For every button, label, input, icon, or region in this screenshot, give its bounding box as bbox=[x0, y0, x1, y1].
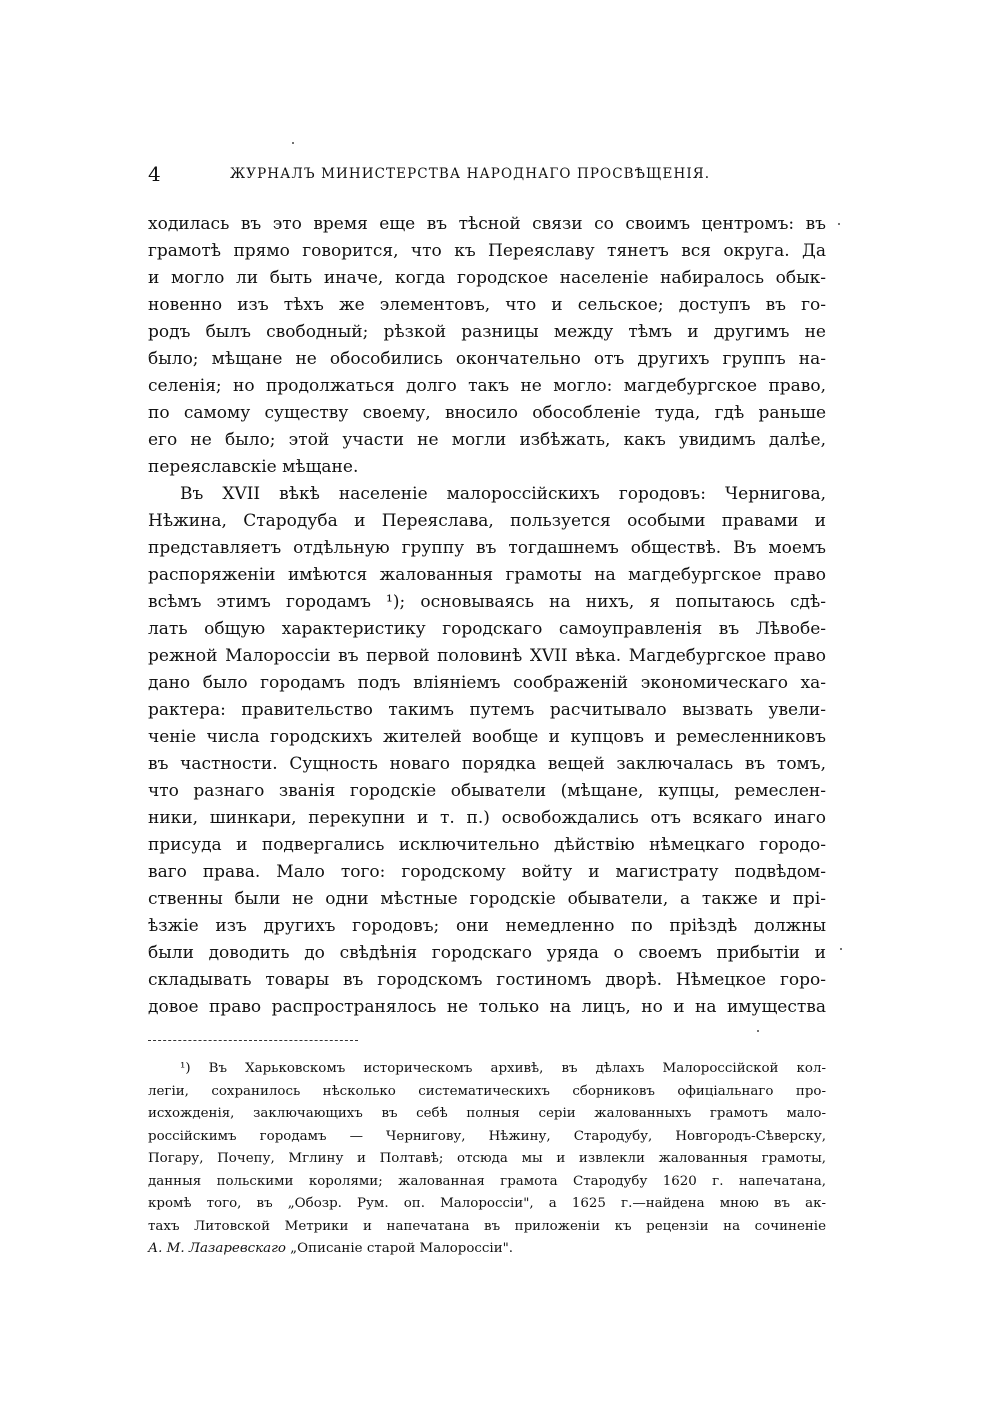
print-speck bbox=[757, 1030, 759, 1032]
main-text bbox=[148, 211, 826, 1021]
text-line: родъ былъ свободный; рѣзкой разницы между тѣмъ и другимъ не bbox=[148, 322, 826, 342]
text-line: въ частности. Сущность новаго порядка вещей заключалась въ томъ, bbox=[148, 754, 826, 774]
text-line: режной Малороссіи въ первой половинѣ XVII вѣка. Магдебургское право bbox=[148, 646, 826, 666]
footnote bbox=[148, 1058, 826, 1261]
text-line: присуда и подвергались исключительно дѣйствію нѣмецкаго городо- bbox=[148, 835, 826, 855]
text-line: селенія; но продолжаться долго такъ не могло: магдебургское право, bbox=[148, 376, 826, 396]
footnote-line: кромѣ того, въ „Обозр. Рум. оп. Малороссіи", а 1625 г.—найдена мною въ ак- bbox=[148, 1196, 826, 1211]
text-line: было; мѣщане не обособились окончательно отъ другихъ группъ на- bbox=[148, 349, 826, 369]
text-line: лать общую характеристику городскаго самоуправленія въ Лѣвобе- bbox=[148, 619, 826, 639]
print-speck bbox=[838, 223, 840, 225]
text-line: его не было; этой участи не могли избѣжать, какъ увидимъ далѣе, bbox=[148, 430, 826, 450]
text-line: ѣзжіе изъ другихъ городовъ; они немедленно по пріѣздѣ должны bbox=[148, 916, 826, 936]
text-line: переяславскіе мѣщане. bbox=[148, 457, 359, 477]
text-line: и могло ли быть иначе, когда городское населеніе набиралось обык- bbox=[148, 268, 826, 288]
footnote-line bbox=[148, 1238, 826, 1261]
text-line: складывать товары въ городскомъ гостиномъ дворѣ. Нѣмецкое горо- bbox=[148, 970, 826, 990]
paragraph-start-line: Въ XVII вѣкѣ населеніе малороссійскихъ городовъ: Чернигова, bbox=[180, 484, 826, 504]
text-line: грамотѣ прямо говорится, что къ Переяславу тянетъ вся округа. Да bbox=[148, 241, 826, 261]
footnote-line: данныя польскими королями; жалованная грамота Стародубу 1620 г. напечатана, bbox=[148, 1173, 826, 1189]
text-line: что разнаго званія городскіе обыватели (мѣщане, купцы, ремеслен- bbox=[148, 781, 826, 801]
text-line: ственны были не одни мѣстные городскіе обыватели, а также и прі- bbox=[148, 889, 826, 909]
text-line: ходилась въ это время еще въ тѣсной связи со своимъ центромъ: въ bbox=[148, 214, 826, 234]
page-number: 4 bbox=[148, 162, 161, 186]
text-line: дано было городамъ подъ вліяніемъ соображеній экономическаго ха- bbox=[148, 673, 826, 693]
text-line: распоряженіи имѣются жалованныя грамоты на магдебургское право bbox=[148, 565, 826, 585]
text-line: новенно изъ тѣхъ же элементовъ, что и сельское; доступъ въ го- bbox=[148, 295, 826, 315]
footnote-line: ¹) Въ Харьковскомъ историческомъ архивѣ, въ дѣлахъ Малороссійской кол- bbox=[180, 1061, 826, 1076]
footnote-line: легіи, сохранилось нѣсколько систематическихъ сборниковъ офиціальнаго про- bbox=[148, 1083, 826, 1099]
print-speck bbox=[840, 948, 842, 950]
text-line: ченіе числа городскихъ жителей вообще и купцовъ и ремесленниковъ bbox=[148, 727, 826, 747]
footnote-line: исхожденія, заключающихъ въ себѣ полныя серіи жалованныхъ грамотъ мало- bbox=[148, 1106, 826, 1121]
footnote-line: тахъ Литовской Метрики и напечатана въ приложеніи къ рецензіи на сочиненіе bbox=[148, 1218, 826, 1234]
print-speck bbox=[292, 142, 294, 144]
text-line: по самому существу своему, вносило обособленіе туда, гдѣ раньше bbox=[148, 403, 826, 423]
footnote-line: россійскимъ городамъ — Чернигову, Нѣжину, Стародубу, Новгородъ-Сѣверску, bbox=[148, 1128, 826, 1144]
footnote-author: А. М. Лазаревскаго bbox=[148, 1241, 286, 1256]
footnote-line: Погару, Почепу, Мглину и Полтавѣ; отсюда мы и извлекли жалованныя грамоты, bbox=[148, 1151, 826, 1166]
footnote-title: „Описаніе старой Малороссіи". bbox=[285, 1241, 514, 1256]
text-line: довое право распространялось не только на лицъ, но и на имущества bbox=[148, 997, 826, 1017]
running-head: ЖУРНАЛЪ МИНИСТЕРСТВА НАРОДНАГО ПРОСВѢЩЕНІЯ. bbox=[230, 166, 711, 182]
text-line: всѣмъ этимъ городамъ ¹); основываясь на нихъ, я попытаюсь сдѣ- bbox=[148, 592, 826, 612]
text-line: ваго права. Мало того: городскому войту и магистрату подвѣдом- bbox=[148, 862, 826, 882]
page-header bbox=[148, 162, 826, 186]
text-line: были доводить до свѣдѣнія городскаго уряда о своемъ прибытіи и bbox=[148, 943, 826, 963]
text-line: Нѣжина, Стародуба и Переяслава, пользуется особыми правами и bbox=[148, 511, 826, 531]
text-line: ники, шинкари, перекупни и т. п.) освобождались отъ всякаго инаго bbox=[148, 808, 826, 828]
text-line: рактера: правительство такимъ путемъ расчитывало вызвать увели- bbox=[148, 700, 826, 720]
footnote-separator bbox=[148, 1040, 358, 1041]
text-line: представляетъ отдѣльную группу въ тогдашнемъ обществѣ. Въ моемъ bbox=[148, 538, 826, 558]
